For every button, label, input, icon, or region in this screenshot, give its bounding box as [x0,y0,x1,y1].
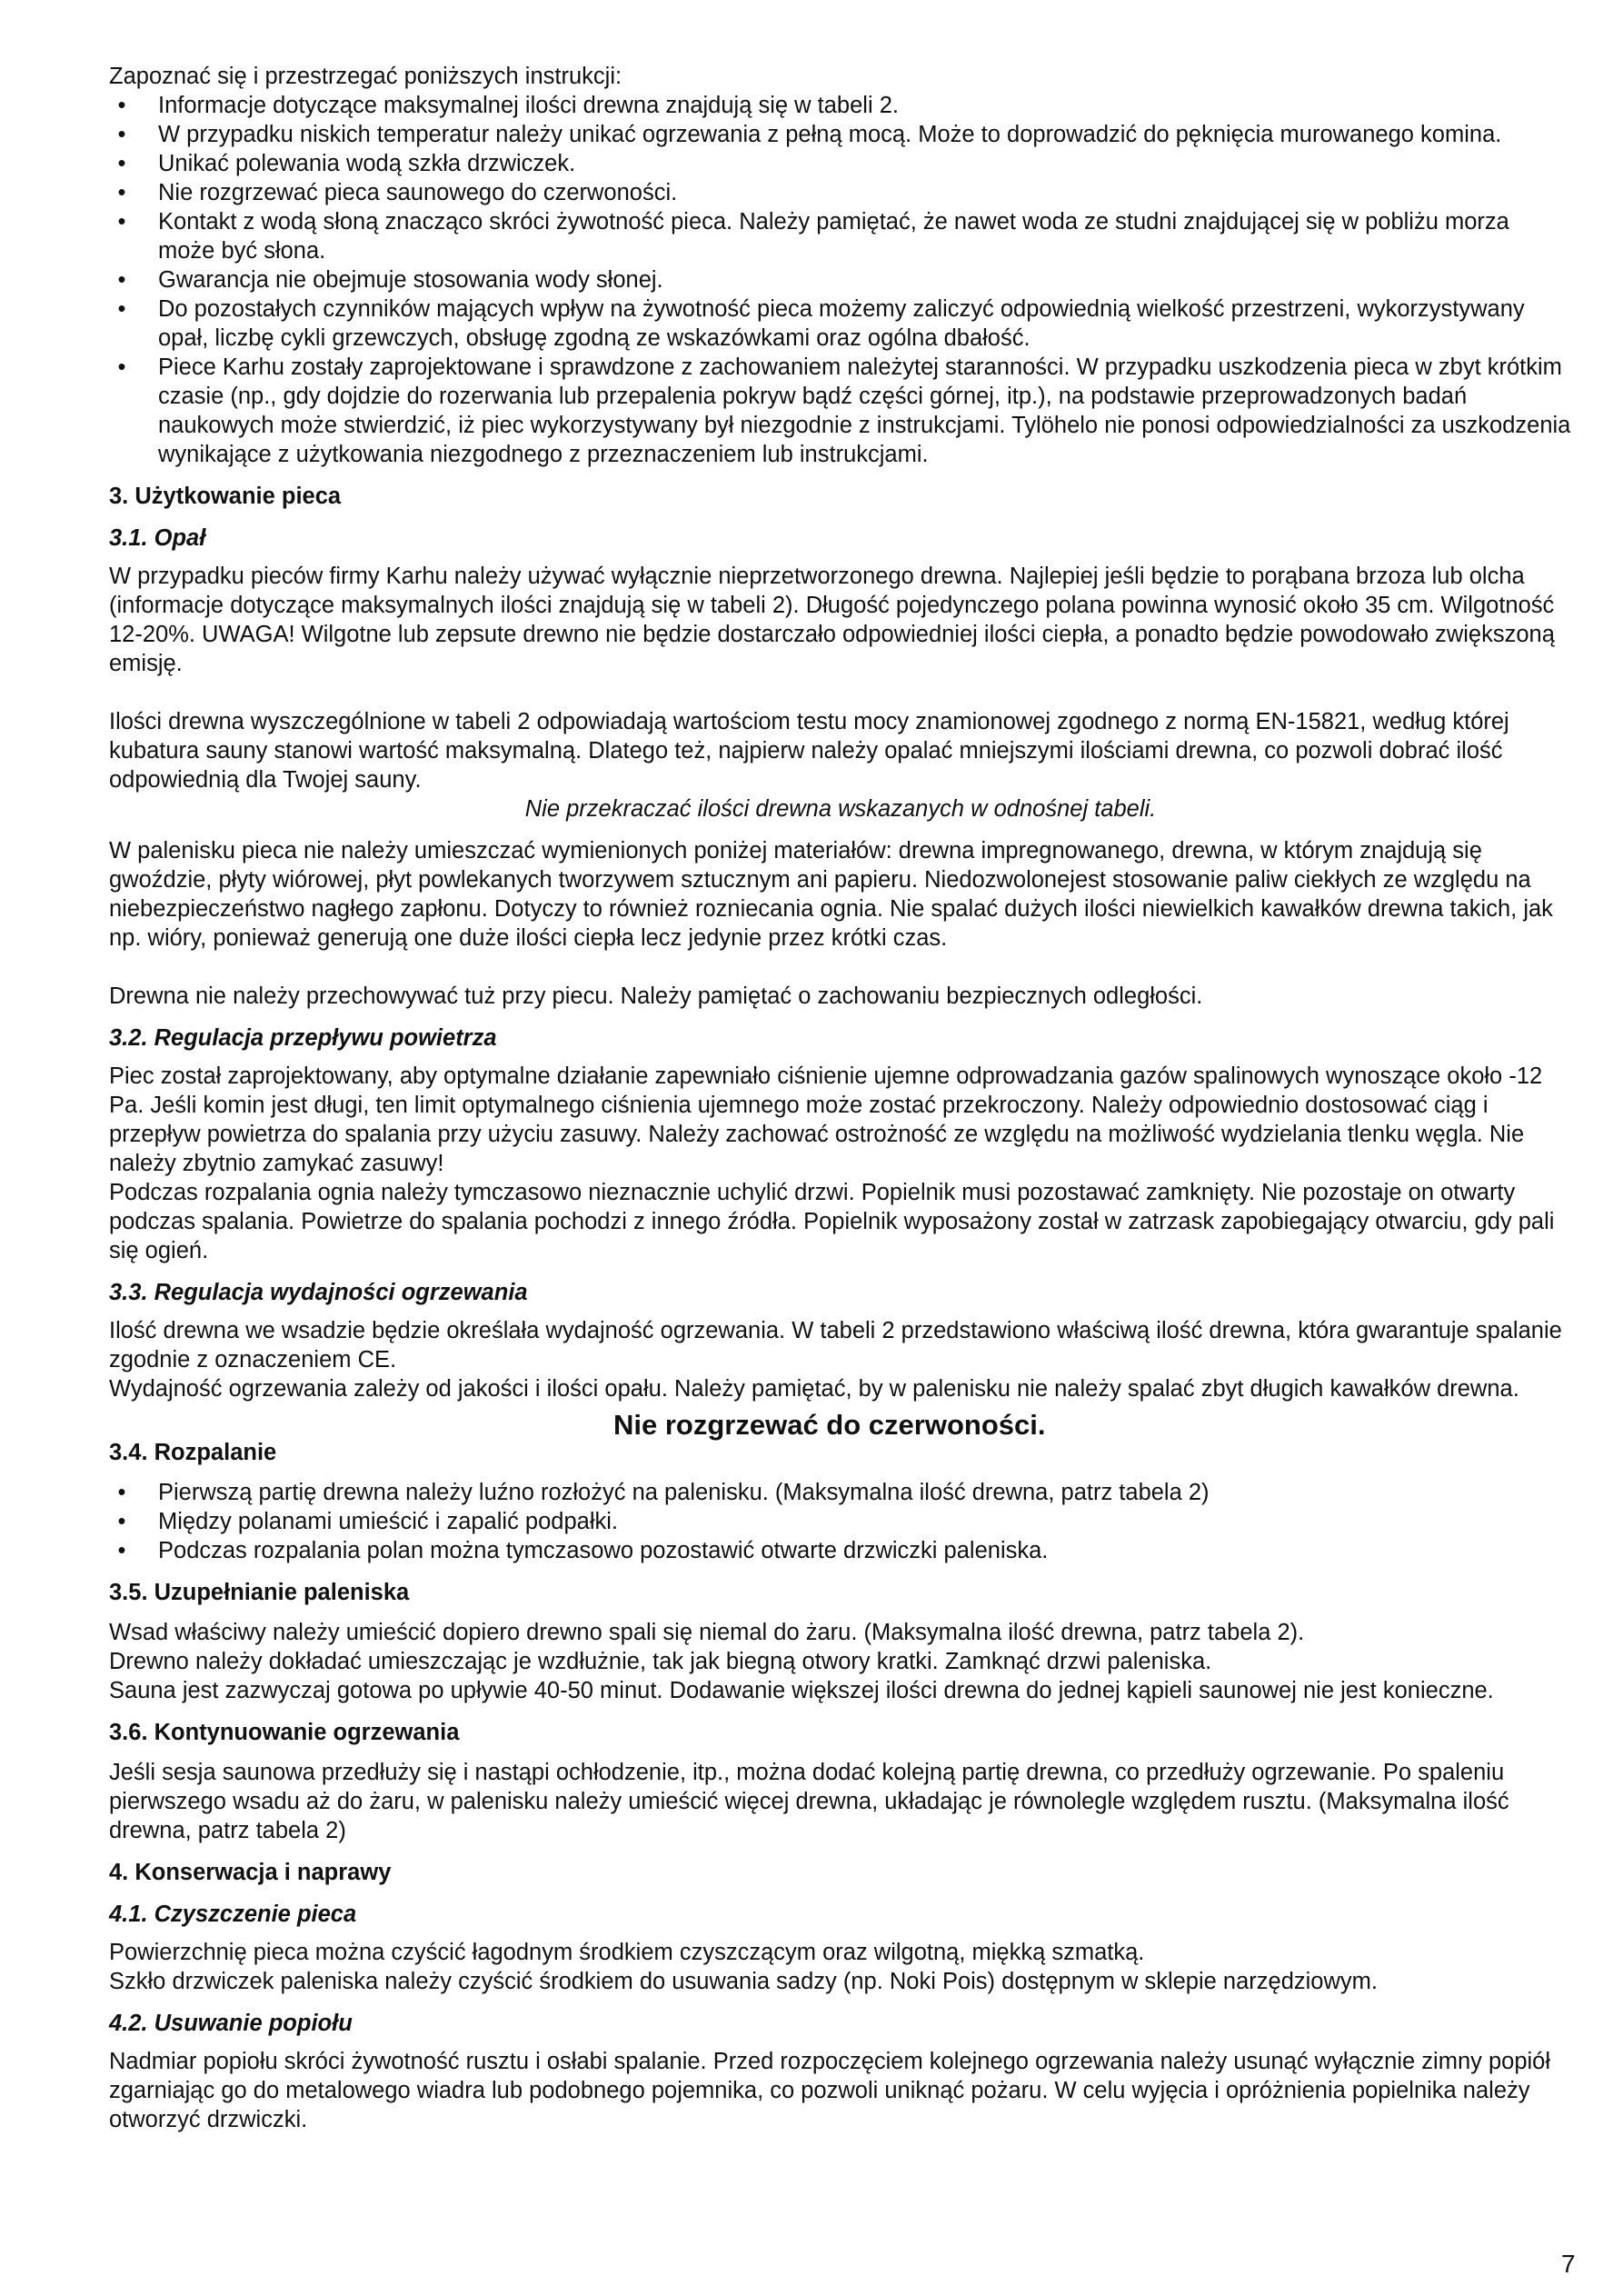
bullet-icon: • [117,1538,126,1563]
paragraph: Piec został zaprojektowany, aby optymalne działanie zapewniało ciśnienie ujemne odprowadzania gazów spalinowych wynoszące około -12 Pa. Jeśli komin jest długi, ten limit optymalnego ciśnienia ujemnego może zostać przekroczony. Należy odpowiednio dostosować ciąg i przepływ powietrza do spalania przy użyciu zasuwy. Należy zachować ostrożność ze względu na możliwość wydzielania tlenku węgla. Nie należy zbytnio zamykać zasuwy! [109,1063,1543,1176]
section-3-1-heading: 3.1. Opał [109,525,206,551]
section-3-6-heading: 3.6. Kontynuowanie ogrzewania [109,1720,460,1745]
document-body [109,62,1572,2134]
bullet-icon: • [117,122,126,147]
page-number: 7 [1561,2250,1576,2278]
paragraph: Drewno należy dokładać umieszczając je wzdłużnie, tak jak biegną otwory kratki. Zamknąć drzwi paleniska. [109,1649,1212,1674]
list-item: • Nie rozgrzewać pieca saunowego do czerwoności. [109,178,1572,207]
bullet-icon: • [117,296,126,322]
section-4-1-heading: 4.1. Czyszczenie pieca [109,1902,357,1927]
bullet-icon: • [117,354,126,380]
paragraph: Szkło drzwiczek paleniska należy czyścić środkiem do usuwania sadzy (np. Noki Pois) dostępnym w sklepie narzędziowym. [109,1969,1378,1994]
intro-bullet-list [109,91,1572,469]
paragraph: Sauna jest zazwyczaj gotowa po upływie 40-50 minut. Dodawanie większej ilości drewna do jednej kąpieli saunowej nie jest konieczne. [109,1678,1494,1703]
paragraph: Nadmiar popiołu skróci żywotność rusztu i osłabi spalanie. Przed rozpoczęciem kolejnego ogrzewania należy usunąć wyłącznie zimny popiół zgarniając go do metalowego wiadra lub podobnego pojemnika, co pozwoli uniknąć pożaru. W celu wyjęcia i opróżnienia popielnika należy otworzyć drzwiczki. [109,2049,1551,2132]
warning-text: Nie rozgrzewać do czerwoności. [613,1409,1046,1441]
list-item: • Informacje dotyczące maksymalnej ilości drewna znajdują się w tabeli 2. [109,91,1572,120]
intro-lead: Zapoznać się i przestrzegać poniższych instrukcji: [109,64,622,89]
section-4-heading: 4. Konserwacja i naprawy [109,1860,392,1885]
list-item: • W przypadku niskich temperatur należy unikać ogrzewania z pełną mocą. Może to doprowadzić do pęknięcia murowanego komina. [109,120,1572,149]
italic-note: Nie przekraczać ilości drewna wskazanych w odnośnej tabeli. [524,796,1157,822]
warning-row [109,1407,1572,1465]
paragraph: W palenisku pieca nie należy umieszczać wymienionych poniżej materiałów: drewna impregnowanego, drewna, w którym znajdują się gwoździe, płyty wiórowej, płyt powlekanych tworzywem sztucznym ani papieru. Niedozwolonejest stosowanie paliw ciekłych ze względu na niebezpieczeństwo nagłego zapłonu. Dotyczy to również rozniecania ognia. Nie spalać dużych ilości niewielkich kawałków drewna takich, jak np. wióry, ponieważ generują one duże ilości ciepła lecz jedynie przez krótki czas. [109,838,1553,951]
bullet-icon: • [117,1480,126,1505]
paragraph: Wydajność ogrzewania zależy od jakości i ilości opału. Należy pamiętać, by w palenisku nie należy spalać zbyt długich kawałków drewna. [109,1376,1519,1402]
bullet-icon: • [117,209,126,235]
paragraph: Drewna nie należy przechowywać tuż przy piecu. Należy pamiętać o zachowaniu bezpiecznych odległości. [109,983,1203,1009]
list-item: • Gwarancja nie obejmuje stosowania wody słonej. [109,265,1572,294]
paragraph: Podczas rozpalania ognia należy tymczasowo nieznacznie uchylić drzwi. Popielnik musi pozostawać zamknięty. Nie pozostaje on otwarty podczas spalania. Powietrze do spalania pochodzi z innego źródła. Popielnik wyposażony został w zatrzask zapobiegający otwarciu, gdy pali się ogień. [109,1180,1555,1263]
section-3-2-heading: 3.2. Regulacja przepływu powietrza [109,1025,497,1051]
list-item: • Do pozostałych czynników mających wpływ na żywotność pieca możemy zaliczyć odpowiednią wielkość przestrzeni, wykorzystywany opał, liczbę cykli grzewczych, obsługę zgodną ze wskazówkami oraz ogólna dbałość. [109,294,1572,353]
list-item: • Unikać polewania wodą szkła drzwiczek. [109,149,1572,178]
bullet-icon: • [117,1509,126,1534]
list-item: • Kontakt z wodą słoną znacząco skróci żywotność pieca. Należy pamiętać, że nawet woda ze studni znajdującej się w pobliżu morza może być słona. [109,207,1572,265]
section-3-4-heading: 3.4. Rozpalanie [109,1440,277,1465]
section-3-3-heading: 3.3. Regulacja wydajności ogrzewania [109,1280,528,1305]
section-3-4-bullet-list [109,1478,1572,1565]
bullet-icon: • [117,93,126,118]
list-item: • Piece Karhu zostały zaprojektowane i sprawdzone z zachowaniem należytej staranności. W przypadku uszkodzenia pieca w zbyt krótkim czasie (np., gdy dojdzie do rozerwania lub przepalenia pokryw bądź części górnej, itp.), na podstawie przeprowadzonych badań naukowych może stwierdzić, iż piec wykorzystywany był niezgodnie z instrukcjami. Tylöhelo nie ponosi odpowiedzialności za uszkodzenia wynikające z użytkowania niezgodnego z przeznaczeniem lub instrukcjami. [109,353,1572,469]
paragraph: W przypadku pieców firmy Karhu należy używać wyłącznie nieprzetworzonego drewna. Najlepiej jeśli będzie to porąbana brzoza lub olcha (informacje dotyczące maksymalnych ilości znajdują się w tabeli 2). Długość pojedynczego polana powinna wynosić około 35 cm. Wilgotność 12-20%. UWAGA! Wilgotne lub zepsute drewno nie będzie dostarczało odpowiedniej ilości ciepła, a ponadto będzie powodowało zwiększoną emisję. [109,564,1555,676]
paragraph: Powierzchnię pieca można czyścić łagodnym środkiem czyszczącym oraz wilgotną, miękką szmatką. [109,1940,1145,1965]
list-item: • Podczas rozpalania polan można tymczasowo pozostawić otwarte drzwiczki paleniska. [109,1536,1572,1565]
paragraph: Jeśli sesja saunowa przedłuży się i nastąpi ochłodzenie, itp., można dodać kolejną partię drewna, co przedłuży ogrzewanie. Po spaleniu pierwszego wsadu aż do żaru, w palenisku należy umieścić więcej drewna, układając je równolegle względem rusztu. (Maksymalna ilość drewna, patrz tabela 2) [109,1760,1509,1843]
section-3-5-heading: 3.5. Uzupełnianie paleniska [109,1580,410,1605]
section-3-heading: 3. Użytkowanie pieca [109,484,342,509]
bullet-icon: • [117,180,126,205]
paragraph: Wsad właściwy należy umieścić dopiero drewno spali się niemal do żaru. (Maksymalna ilość drewna, patrz tabela 2). [109,1620,1305,1645]
paragraph: Ilości drewna wyszczególnione w tabeli 2 odpowiadają wartościom testu mocy znamionowej zgodnego z normą EN-15821, według której kubatura sauny stanowi wartość maksymalną. Dlatego też, najpierw należy opalać mniejszymi ilościami drewna, co pozwoli dobrać ilość odpowiednią dla Twojej sauny. [109,709,1509,793]
section-4-2-heading: 4.2. Usuwanie popiołu [109,2011,353,2036]
list-item: • Między polanami umieścić i zapalić podpałki. [109,1507,1572,1536]
list-item: • Pierwszą partię drewna należy luźno rozłożyć na palenisku. (Maksymalna ilość drewna, patrz tabela 2) [109,1478,1572,1507]
bullet-icon: • [117,267,126,293]
bullet-icon: • [117,151,126,176]
paragraph: Ilość drewna we wsadzie będzie określała wydajność ogrzewania. W tabeli 2 przedstawiono właściwą ilość drewna, która gwarantuje spalanie zgodnie z oznaczeniem CE. [109,1318,1562,1373]
